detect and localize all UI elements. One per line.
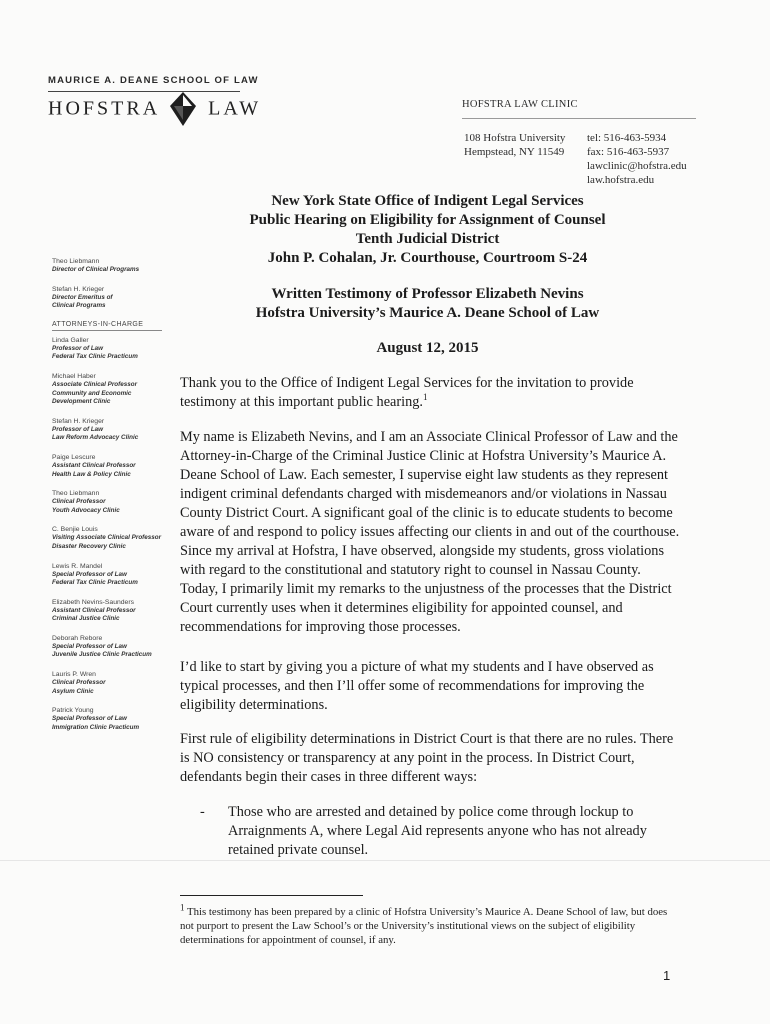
footnote-ref: 1 xyxy=(423,392,428,403)
clinic-contact xyxy=(587,131,687,187)
footnote-number: 1 xyxy=(180,902,185,913)
sidebar-name: Stefan H. Krieger xyxy=(52,285,105,293)
paragraph-intro xyxy=(180,374,680,412)
attorney-title: Visiting Associate Clinical Professor xyxy=(52,534,162,542)
bullet-text: Those who are arrested and detained by police come through lockup to Arraignments A, where Legal Aid represents anyone who has not already retained private counsel. xyxy=(228,804,647,858)
wordmark-right: LAW xyxy=(208,97,262,120)
clinic-fax: fax: 516-463-5937 xyxy=(587,146,670,158)
attorney-title: Professor of Law xyxy=(52,344,104,352)
attorney-title: Federal Tax Clinic Practicum xyxy=(52,579,138,587)
sidebar-title: Clinical Programs xyxy=(52,302,106,310)
attorney-title: Clinical Professor xyxy=(52,498,106,506)
attorney-title: Federal Tax Clinic Practicum xyxy=(52,353,138,361)
hofstra-law-wordmark xyxy=(48,92,261,126)
attorney-name: Michael Haber xyxy=(52,372,96,380)
sidebar-entry xyxy=(52,257,177,275)
attorney-title: Criminal Justice Clinic xyxy=(52,615,120,623)
attorney-entry xyxy=(52,598,177,624)
attorney-entry xyxy=(52,562,177,588)
footnote-rule xyxy=(180,895,363,896)
hofstra-logo-icon xyxy=(170,92,196,126)
attorney-title: Asylum Clinic xyxy=(52,687,94,695)
sidebar-entry xyxy=(52,285,177,311)
attorney-name: Lauris P. Wren xyxy=(52,671,96,679)
attorney-entry xyxy=(52,525,177,551)
attorney-title: Professor of Law xyxy=(52,425,104,433)
attorney-title: Clinical Professor xyxy=(52,679,106,687)
hearing-heading xyxy=(180,192,675,268)
attorney-entry xyxy=(52,670,177,696)
clinic-name: HOFSTRA LAW CLINIC xyxy=(462,99,578,110)
heading-line-3: Tenth Judicial District xyxy=(355,231,500,247)
attorney-name: Elizabeth Nevins-Saunders xyxy=(52,598,134,606)
attorney-entry xyxy=(52,372,177,407)
attorney-title: Disaster Recovery Clinic xyxy=(52,542,126,550)
clinic-website[interactable]: law.hofstra.edu xyxy=(587,174,655,186)
attorney-title: Special Professor of Law xyxy=(52,642,127,650)
paragraph-text: Thank you to the Office of Indigent Legal Services for the invitation to provide testimony at this important public hearing. xyxy=(180,375,634,410)
attorney-title: Immigration Clinic Practicum xyxy=(52,723,140,731)
testimony-line-2: Hofstra University’s Maurice A. Deane School of Law xyxy=(255,305,600,321)
testimony-line-1: Written Testimony of Professor Elizabeth Nevins xyxy=(271,286,584,302)
testimony-heading xyxy=(180,285,675,323)
attorney-name: Paige Lescure xyxy=(52,453,96,461)
attorney-title: Juvenile Justice Clinic Practicum xyxy=(52,651,152,659)
paragraph-overview xyxy=(180,658,680,715)
testimony-date: August 12, 2015 xyxy=(376,340,479,356)
address-line-1: 108 Hofstra University xyxy=(464,132,566,144)
attorney-title: Law Reform Advocacy Clinic xyxy=(52,434,139,442)
attorney-title: Special Professor of Law xyxy=(52,570,127,578)
attorney-title: Associate Clinical Professor xyxy=(52,380,138,388)
attorney-title: Special Professor of Law xyxy=(52,715,127,723)
address-line-2: Hempstead, NY 11549 xyxy=(464,146,565,158)
wordmark-left: HOFSTRA xyxy=(48,97,161,120)
footnote xyxy=(180,902,680,947)
attorney-entry xyxy=(52,489,177,515)
heading-line-1: New York State Office of Indigent Legal Services xyxy=(271,193,584,209)
school-name: MAURICE A. DEANE SCHOOL OF LAW xyxy=(48,75,259,86)
attorney-title: Youth Advocacy Clinic xyxy=(52,506,120,514)
faculty-sidebar xyxy=(52,257,177,742)
heading-line-2: Public Hearing on Eligibility for Assignment of Counsel xyxy=(249,212,606,228)
footnote-text: This testimony has been prepared by a clinic of Hofstra University’s Maurice A. Deane School of law, but does not purport to present the Law School’s or the University’s institutional views on the subject of eligibility determinations for appointment of counsel, if any. xyxy=(180,906,668,946)
attorney-title: Health Law & Policy Clinic xyxy=(52,470,131,478)
attorney-name: Patrick Young xyxy=(52,707,94,715)
clinic-tel: tel: 516-463-5934 xyxy=(587,132,667,144)
paragraph-introduction-self xyxy=(180,428,680,637)
paragraph-text: First rule of eligibility determinations in District Court is that there are no rules. There is NO consistency or transparency at any point in the process. In District Court, defendants begin their cases in three different ways: xyxy=(180,731,674,785)
attorney-name: Theo Liebmann xyxy=(52,490,100,498)
heading-line-4: John P. Cohalan, Jr. Courthouse, Courtroom S-24 xyxy=(267,250,588,266)
attorney-title: Community and Economic xyxy=(52,389,132,397)
attorney-name: Deborah Rebore xyxy=(52,634,103,642)
attorney-list xyxy=(52,336,177,733)
attorney-name: C. Benjie Louis xyxy=(52,526,98,534)
attorney-title: Assistant Clinical Professor xyxy=(52,606,136,614)
sidebar-title: Director Emeritus of xyxy=(52,293,113,301)
clinic-email[interactable]: lawclinic@hofstra.edu xyxy=(587,160,687,172)
attorney-title: Assistant Clinical Professor xyxy=(52,461,136,469)
attorneys-header: ATTORNEYS-IN-CHARGE xyxy=(52,321,162,331)
attorney-name: Lewis R. Mandel xyxy=(52,562,103,570)
attorney-title: Development Clinic xyxy=(52,398,111,406)
page-number: 1 xyxy=(663,968,671,983)
paragraph-text: My name is Elizabeth Nevins, and I am an Associate Clinical Professor of Law and the Attorney-in-Charge of the Criminal Justice Clinic at Hofstra University’s Maurice A. Deane School of Law. Each semester, I supervise eight law students as they represent indigent criminal defendants charged with misdemeanors and/or violations in Nassau County District Court. A significant goal of the clinic is to educate students to become aware of and respond to policy issues affecting our clients in and out of the courthouse. Since my arrival at Hofstra, I have observed, alongside my students, gross violations with regard to the constitutional and statutory right to counsel in Nassau County. Today, I primarily limit my remarks to the unjustness of the processes that the District Court currently uses when it determines eligibility for appointed counsel, and recommendations for improving those processes. xyxy=(180,429,680,635)
divider xyxy=(0,860,770,861)
attorney-name: Stefan H. Krieger xyxy=(52,417,105,425)
clinic-rule xyxy=(462,118,696,119)
sidebar-title: Director of Clinical Programs xyxy=(52,266,140,273)
attorney-entry xyxy=(52,336,177,362)
clinic-address xyxy=(464,131,565,159)
paragraph-rules xyxy=(180,730,680,787)
attorney-entry xyxy=(52,706,177,732)
paragraph-text: I’d like to start by giving you a picture of what my students and I have observed as typical processes, and then I’ll offer some of recommendations for improving the eligibility determinations. xyxy=(180,659,654,713)
attorney-entry xyxy=(52,453,177,479)
attorney-entry xyxy=(52,417,177,443)
bullet-dash: - xyxy=(200,804,205,820)
attorney-name: Linda Galler xyxy=(52,336,89,344)
sidebar-name: Theo Liebmann xyxy=(52,258,100,265)
attorney-entry xyxy=(52,634,177,660)
